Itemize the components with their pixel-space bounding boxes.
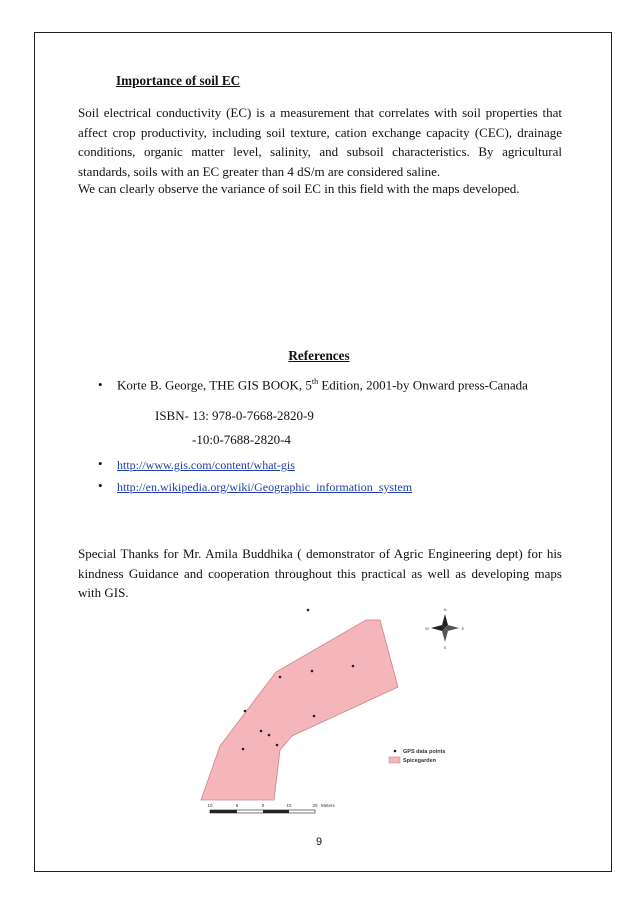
link-wikipedia[interactable]: http://en.wikipedia.org/wiki/Geographic_information_system bbox=[117, 480, 413, 494]
paragraph-soil-ec: Soil electrical conductivity (EC) is a measurement that correlates with soil properties that affect crop productivity, including soil texture, cation exchange capacity (CEC), drainage conditions, organic matter level, salinity, and subsoil characteristics. By agricultural standards, soils with an EC greater than 4 dS/m are considered saline. bbox=[78, 105, 562, 179]
reference-isbn10: -10:0-7688-2820-4 bbox=[192, 432, 291, 447]
references-heading bbox=[0, 348, 638, 364]
compass-n-label: N bbox=[443, 607, 447, 612]
paragraph-thanks: Special Thanks for Mr. Amila Buddhika ( demonstrator of Agric Engineering dept) for his kindness Guidance and cooperation throughout this practical as well as developing maps with GIS. bbox=[78, 546, 562, 600]
reference-link-gis[interactable] bbox=[117, 457, 295, 473]
compass-e-label: E bbox=[461, 626, 465, 631]
reference-superscript: th bbox=[311, 377, 319, 386]
scale-bar bbox=[207, 803, 335, 813]
compass-w-label: W bbox=[425, 626, 429, 631]
reference-book-publisher: Edition, 2001-by Onward press-Canada bbox=[318, 377, 528, 393]
legend-area-label: Spicegarden bbox=[403, 758, 437, 764]
page-number: 9 bbox=[315, 836, 323, 848]
compass-rose-icon bbox=[425, 607, 465, 650]
scale-label: 5 bbox=[235, 803, 239, 808]
bullet-icon: • bbox=[98, 377, 103, 392]
section-heading: Importance of soil EC bbox=[116, 73, 241, 88]
scale-label: 10 bbox=[286, 803, 292, 808]
compass-s-label: S bbox=[443, 645, 447, 650]
paragraph-variance: We can clearly observe the variance of soil EC in this field with the maps developed. bbox=[78, 181, 520, 196]
scale-label: 10 bbox=[207, 803, 213, 808]
reference-book-title: Korte B. George, THE GIS BOOK, 5 bbox=[117, 377, 312, 393]
references-heading-text: References bbox=[288, 348, 350, 363]
reference-book bbox=[117, 377, 528, 393]
gis-map bbox=[200, 600, 490, 820]
legend-points-label: GPS data points bbox=[403, 749, 446, 755]
map-legend bbox=[389, 749, 445, 764]
scale-label: 0 bbox=[261, 803, 265, 808]
link-gis[interactable]: http://www.gis.com/content/what-gis bbox=[117, 458, 295, 472]
spicegarden-area bbox=[201, 620, 398, 800]
reference-isbn13: ISBN- 13: 978-0-7668-2820-9 bbox=[155, 408, 314, 423]
bullet-icon: • bbox=[98, 456, 103, 471]
scale-label: 20 bbox=[312, 803, 318, 808]
reference-link-wikipedia[interactable] bbox=[117, 479, 412, 495]
bullet-icon: • bbox=[98, 478, 103, 493]
scale-unit: Meters bbox=[321, 803, 335, 808]
